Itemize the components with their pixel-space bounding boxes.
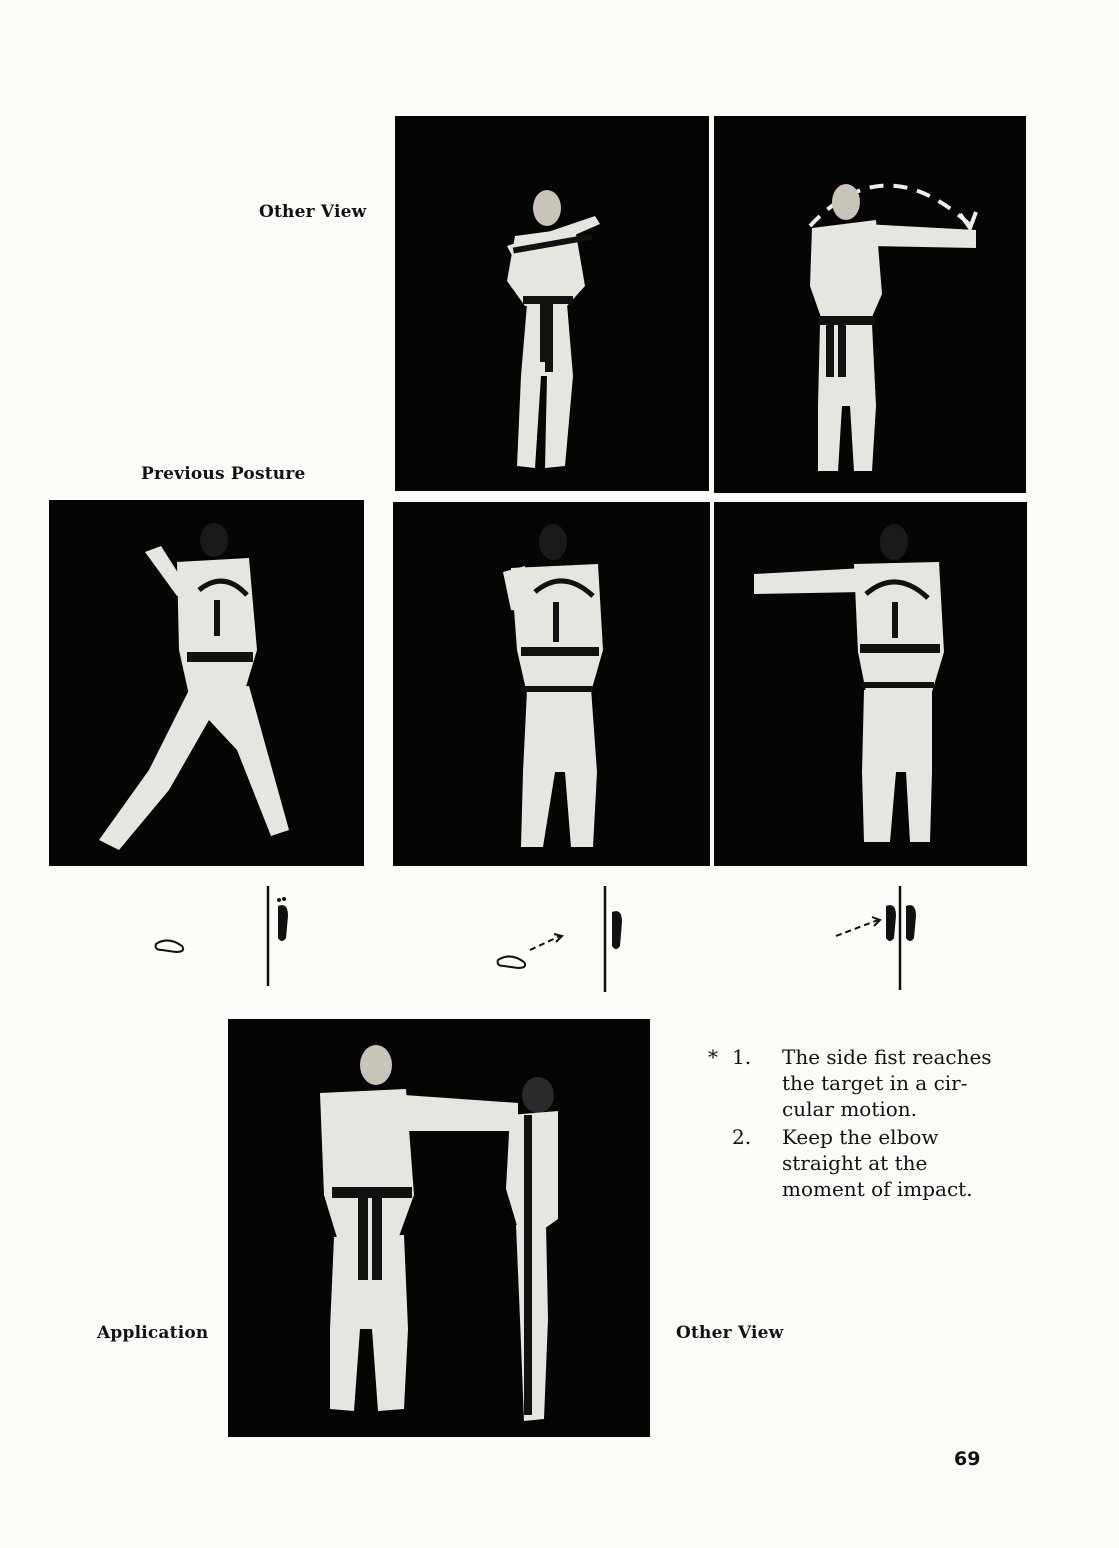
note-line: Keep the elbow (782, 1125, 939, 1149)
footprint-diagram-3 (830, 886, 950, 990)
page-number: 69 (954, 1448, 981, 1470)
note-line: moment of impact. (782, 1177, 973, 1201)
note-line: straight at the (782, 1151, 928, 1175)
note-marker: * (708, 1045, 718, 1069)
photo-other-view-start (395, 116, 709, 491)
footprint-diagram-1 (148, 886, 308, 986)
photo-application (228, 1019, 650, 1437)
photo-previous-posture (49, 500, 364, 866)
note-2 (708, 1124, 1008, 1202)
label-application: Application (97, 1323, 209, 1343)
note-line: the target in a cir- (782, 1071, 968, 1095)
technique-notes (708, 1044, 1008, 1204)
note-number: 1. (732, 1045, 752, 1069)
note-1 (708, 1044, 1008, 1122)
photo-other-view-end (714, 116, 1026, 493)
note-number: 2. (732, 1125, 752, 1149)
note-text (782, 1124, 1008, 1202)
label-previous-posture: Previous Posture (141, 464, 306, 484)
label-other-view-top: Other View (259, 202, 367, 222)
note-line: The side fist reaches (782, 1045, 992, 1069)
note-marker (708, 1124, 732, 1202)
photo-step-1 (393, 502, 710, 866)
photo-step-2 (714, 502, 1027, 866)
footprint-diagram-2 (490, 886, 640, 992)
label-other-view-bottom: Other View (676, 1323, 784, 1343)
note-line: cular motion. (782, 1097, 918, 1121)
note-text (782, 1044, 1008, 1122)
